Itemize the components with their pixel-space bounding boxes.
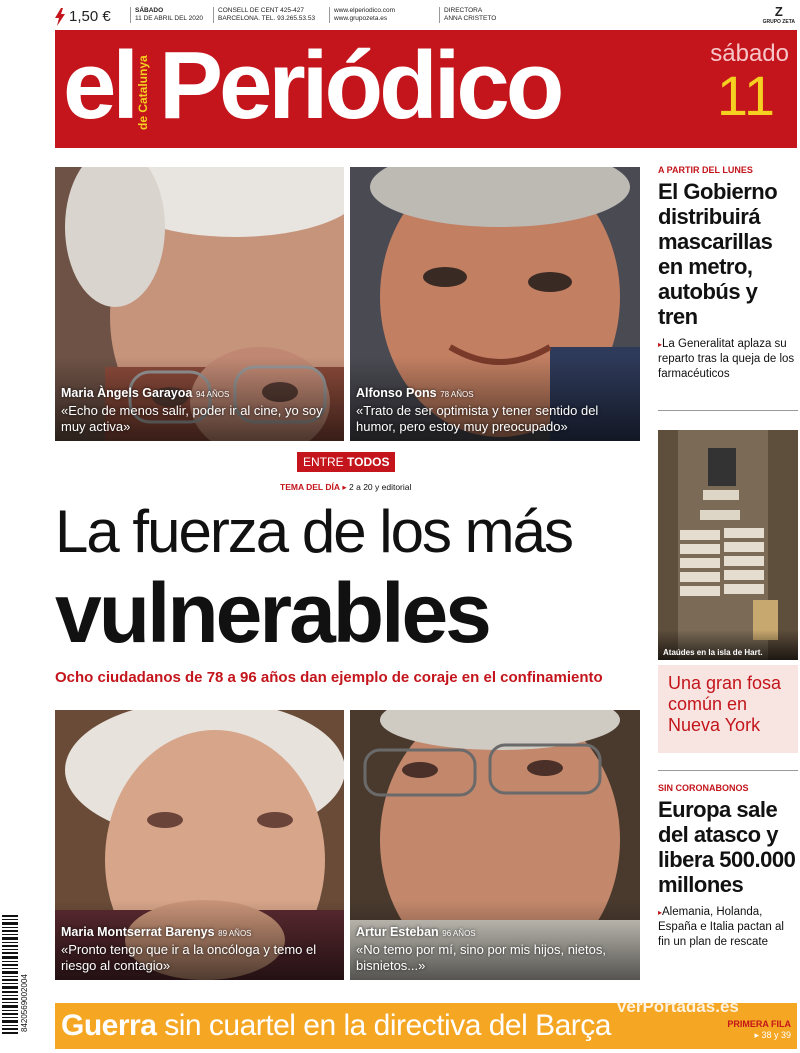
- portrait-name: Maria Montserrat Barenys: [61, 925, 215, 939]
- tema-label: TEMA DEL DÍA: [280, 482, 340, 492]
- arrow-icon: ▸: [754, 1030, 762, 1040]
- lightning-icon: [55, 8, 65, 26]
- triangle-icon: ▸: [658, 340, 663, 349]
- portrait-caption: [61, 385, 338, 435]
- story-kicker: SIN CORONABONOS: [658, 783, 749, 793]
- masthead-el: el: [63, 32, 136, 139]
- portrait-age: 78 AÑOS: [440, 390, 474, 399]
- masthead: [55, 30, 797, 148]
- portrait-photo-3[interactable]: [55, 710, 344, 980]
- date-full: 11 DE ABRIL DEL 2020: [135, 15, 204, 22]
- group-name: GRUPO ZETA: [762, 19, 795, 25]
- primera-fila: [727, 1019, 791, 1041]
- story-deck: [658, 905, 798, 950]
- address-line-1: CONSELL DE CENT 425-427: [218, 7, 304, 14]
- portrait-caption: [356, 924, 634, 974]
- headline-line-2[interactable]: vulnerables: [55, 566, 489, 660]
- portrait-age: 89 AÑOS: [218, 929, 252, 938]
- headline-line-1[interactable]: La fuerza de los más: [55, 498, 572, 565]
- story-headline[interactable]: El Gobierno distribuirá mascarillas en metro, autobús y tren: [658, 179, 778, 329]
- price: [55, 5, 111, 29]
- date-block: [130, 7, 203, 23]
- banner-bold: Guerra: [61, 1009, 157, 1042]
- portrait-quote: «Trato de ser optimista y tener sentido del humor, pero estoy muy preocupado»: [356, 403, 599, 434]
- zeta-mark: Z: [774, 4, 783, 19]
- top-strip: [55, 5, 797, 29]
- deck-text: Alemania, Holanda, España e Italia pactan al fin un plan de rescate: [658, 906, 784, 948]
- triangle-icon: ▸: [658, 908, 663, 917]
- masthead-periodico: Periódico: [159, 32, 561, 139]
- portrait-photo-2[interactable]: [350, 167, 640, 441]
- address-line-2: BARCELONA. TEL. 93.265.53.53: [218, 15, 316, 22]
- photo-caption: Ataúdes en la isla de Hart.: [663, 648, 763, 657]
- watermark: VerPortadas.es: [616, 997, 739, 1016]
- portrait-age: 96 AÑOS: [442, 929, 476, 938]
- arrow-icon: ▸: [342, 482, 347, 492]
- portrait-name: Alfonso Pons: [356, 386, 437, 400]
- svg-text:de Catalunya: de Catalunya: [136, 55, 150, 130]
- web-link-2[interactable]: www.grupozeta.es: [334, 15, 388, 22]
- primera-fila-pages: 38 y 39: [761, 1030, 791, 1040]
- weekday: sábado: [710, 40, 789, 67]
- story-kicker: A PARTIR DEL LUNES: [658, 165, 753, 175]
- portrait-quote: «Echo de menos salir, poder ir al cine, yo soy muy activa»: [61, 403, 323, 434]
- banner-headline: [61, 1009, 611, 1043]
- deck-text: La Generalitat aplaza su reparto tras la queja de los farmacéuticos: [658, 338, 795, 380]
- director-label: DIRECTORA: [444, 7, 483, 14]
- coffins-image: [658, 430, 798, 660]
- portrait-quote: «No temo por mí, sino por mis hijos, nietos, bisnietos...»: [356, 942, 606, 973]
- portrait-caption: [356, 385, 634, 435]
- fosa-box[interactable]: [658, 665, 798, 753]
- grupo-zeta-logo: [763, 5, 795, 26]
- price-value: 1,50 €: [69, 8, 111, 25]
- director-block: [439, 7, 496, 23]
- tema-del-dia: [280, 482, 411, 493]
- portrait-caption: [61, 924, 338, 974]
- primera-fila-label: PRIMERA FILA: [727, 1019, 791, 1029]
- barcode-number: 8420569002004: [20, 974, 29, 1032]
- coffins-photo[interactable]: [658, 430, 798, 660]
- day-number: 11: [716, 64, 775, 127]
- de-catalunya-label: [135, 44, 151, 134]
- portrait-quote: «Pronto tengo que ir a la oncóloga y temo el riesgo al contagio»: [61, 942, 317, 973]
- side-story-1[interactable]: [658, 165, 798, 382]
- story-headline[interactable]: Europa sale del atasco y libera 500.000 millones: [658, 797, 796, 897]
- side-story-2[interactable]: [658, 783, 798, 950]
- tag-word-1: ENTRE: [303, 455, 344, 469]
- box-headline: Una gran fosa común en Nueva York: [668, 673, 782, 735]
- director-name: ANNA CRISTETO: [444, 15, 497, 22]
- entre-todos-tag: [297, 452, 395, 472]
- divider: [658, 770, 798, 771]
- date-day: SÁBADO: [135, 7, 164, 14]
- address-block: [213, 7, 315, 23]
- web-block: [329, 7, 395, 23]
- portrait-name: Maria Àngels Garayoa: [61, 386, 193, 400]
- banner-rest: sin cuartel en la directiva del Barça: [156, 1009, 611, 1042]
- portrait-photo-4[interactable]: [350, 710, 640, 980]
- portrait-age: 94 AÑOS: [195, 390, 230, 399]
- portrait-photo-1[interactable]: [55, 167, 344, 441]
- divider: [658, 410, 798, 411]
- barcode: [2, 915, 18, 1035]
- tema-pages: 2 a 20 y editorial: [349, 482, 412, 492]
- tag-word-2: TODOS: [347, 455, 390, 469]
- web-link-1[interactable]: www.elperiodico.com: [334, 7, 396, 14]
- subheadline: Ocho ciudadanos de 78 a 96 años dan ejemplo de coraje en el confinamiento: [55, 669, 603, 686]
- portrait-name: Artur Esteban: [356, 925, 439, 939]
- story-deck: [658, 337, 798, 382]
